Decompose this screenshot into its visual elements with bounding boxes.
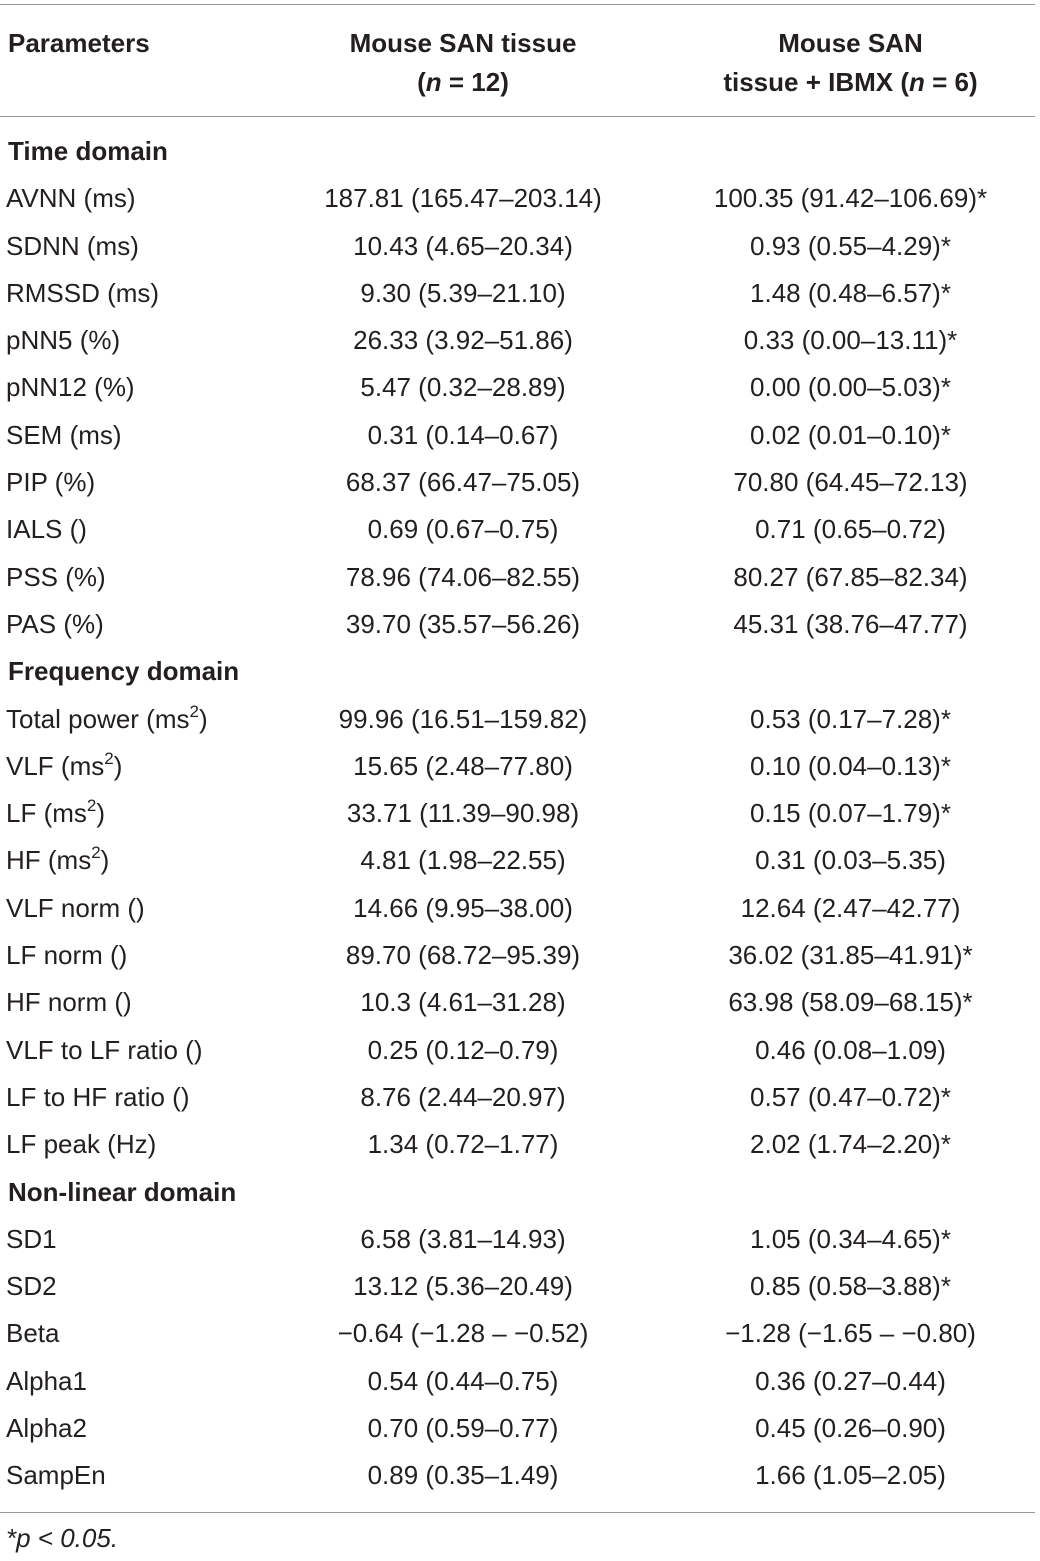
table-row [0, 885, 1040, 932]
header-mouse-san-tissue-ibmx [668, 24, 1033, 102]
parameter-label: PSS (%) [6, 561, 106, 592]
san-ibmx-value: 0.45 (0.26–0.90) [755, 1413, 946, 1444]
parameter-label: Alpha2 [6, 1413, 87, 1444]
table-row [0, 696, 1040, 743]
san-tissue-value: 13.12 (5.36–20.49) [353, 1271, 573, 1302]
san-tissue-value: 187.81 (165.47–203.14) [324, 183, 602, 214]
table-row [0, 270, 1040, 317]
san-ibmx-value: 80.27 (67.85–82.34) [733, 561, 968, 592]
parameter-label: HF norm () [6, 987, 132, 1018]
table-row [0, 601, 1040, 648]
section-label: Time domain [8, 136, 168, 166]
san-ibmx-value: 1.66 (1.05–2.05) [755, 1460, 946, 1491]
san-tissue-value: 0.89 (0.35–1.49) [367, 1460, 559, 1491]
san-ibmx-value: 0.02 (0.01–0.10)* [750, 419, 951, 450]
table-row [0, 506, 1040, 553]
table-row [0, 1452, 1040, 1499]
san-tissue-value: −0.64 (−1.28 – −0.52) [337, 1318, 589, 1349]
parameter-label: IALS () [6, 514, 87, 545]
parameter-label: SD1 [6, 1223, 57, 1254]
table-row [0, 1216, 1040, 1263]
san-tissue-value: 10.43 (4.65–20.34) [353, 230, 573, 261]
header-mouse-san-tissue-n: (n = 12) [417, 67, 509, 97]
table-row [0, 554, 1040, 601]
table-row [0, 317, 1040, 364]
parameter-label: Beta [6, 1318, 60, 1349]
table-row [0, 932, 1040, 979]
san-tissue-value: 1.34 (0.72–1.77) [367, 1129, 559, 1160]
san-tissue-value: 39.70 (35.57–56.26) [345, 608, 581, 639]
san-tissue-value: 0.25 (0.12–0.79) [367, 1034, 559, 1065]
section-label: Non-linear domain [8, 1176, 237, 1207]
table-row [0, 459, 1040, 506]
header-mouse-san-ibmx-line2: tissue + IBMX (n = 6) [723, 67, 978, 97]
parameter-label: SDNN (ms) [6, 230, 139, 261]
parameter-label: LF to HF ratio () [6, 1081, 190, 1112]
san-tissue-value: 89.70 (68.72–95.39) [345, 940, 581, 971]
table-row [0, 1405, 1040, 1452]
san-tissue-value: 0.54 (0.44–0.75) [367, 1365, 559, 1396]
section-header [0, 128, 1040, 175]
table-bottom-rule [0, 1512, 1035, 1513]
san-ibmx-value: 0.53 (0.17–7.28)* [750, 703, 951, 734]
san-tissue-value: 14.66 (9.95–38.00) [353, 892, 573, 923]
san-ibmx-value: 45.31 (38.76–47.77) [733, 608, 968, 639]
parameter-label: LF peak (Hz) [6, 1129, 157, 1160]
header-mouse-san-ibmx-line1: Mouse SAN [778, 28, 923, 58]
san-ibmx-value: 70.80 (64.45–72.13) [733, 467, 968, 498]
san-ibmx-value: 12.64 (2.47–42.77) [740, 892, 961, 923]
san-tissue-value: 26.33 (3.92–51.86) [353, 325, 573, 356]
san-tissue-value: 5.47 (0.32–28.89) [360, 372, 566, 403]
san-tissue-value: 0.69 (0.67–0.75) [367, 514, 559, 545]
parameter-label: LF $(ms^2)$ [6, 796, 106, 829]
san-ibmx-value: 0.71 (0.65–0.72) [755, 514, 946, 545]
san-tissue-value: 8.76 (2.44–20.97) [360, 1081, 566, 1112]
table-row [0, 979, 1040, 1026]
parameter-label: HF $(ms^2)$ [6, 843, 110, 876]
san-ibmx-value: 0.00 (0.00–5.03)* [750, 372, 951, 403]
san-tissue-value: 15.65 (2.48–77.80) [353, 750, 573, 781]
table-top-rule [0, 4, 1035, 5]
san-ibmx-value: 0.93 (0.55–4.29)* [750, 230, 951, 261]
parameter-label: pNN5 (%) [6, 325, 121, 356]
san-ibmx-value: 0.57 (0.47–0.72)* [750, 1081, 951, 1112]
table-row [0, 175, 1040, 222]
section-header [0, 1169, 1040, 1216]
footnote: *p < 0.05. [6, 1523, 119, 1553]
header-mouse-san-tissue-line1: Mouse SAN tissue [349, 28, 577, 58]
parameter-label: SEM (ms) [6, 419, 122, 450]
san-tissue-value: 0.31 (0.14–0.67) [367, 419, 559, 450]
san-tissue-value: 78.96 (74.06–82.55) [345, 561, 581, 592]
san-ibmx-value: 36.02 (31.85–41.91)* [728, 940, 973, 971]
san-ibmx-value: 2.02 (1.74–2.20)* [750, 1129, 951, 1160]
table-row [0, 1121, 1040, 1168]
parameter-label: VLF $(ms^2)$ [6, 748, 123, 781]
san-ibmx-value: 0.10 (0.04–0.13)* [750, 750, 951, 781]
table-row [0, 743, 1040, 790]
san-ibmx-value: −1.28 (−1.65 – −0.80) [725, 1318, 976, 1349]
parameter-label: RMSSD (ms) [6, 277, 160, 308]
san-tissue-value: 6.58 (3.81–14.93) [360, 1223, 566, 1254]
section-header [0, 648, 1040, 695]
table-row [0, 412, 1040, 459]
san-ibmx-value: 100.35 (91.42–106.69)* [713, 183, 988, 214]
parameter-label: PIP (%) [6, 467, 96, 498]
san-ibmx-value: 63.98 (58.09–68.15)* [728, 987, 973, 1018]
parameter-label: pNN12 (%) [6, 372, 135, 403]
san-tissue-value: 68.37 (66.47–75.05) [345, 467, 581, 498]
header-bottom-rule [0, 116, 1035, 117]
table-row [0, 1263, 1040, 1310]
parameter-label: PAS (%) [6, 608, 104, 639]
parameter-label: SampEn [6, 1460, 106, 1491]
san-ibmx-value: 1.05 (0.34–4.65)* [750, 1223, 951, 1254]
san-ibmx-value: 0.31 (0.03–5.35) [755, 845, 946, 876]
parameter-label: Alpha1 [6, 1365, 87, 1396]
san-tissue-value: 0.70 (0.59–0.77) [367, 1413, 559, 1444]
san-ibmx-value: 0.46 (0.08–1.09) [755, 1034, 946, 1065]
parameter-label: Total power $(ms^2)$ [6, 701, 208, 734]
parameter-label: SD2 [6, 1271, 57, 1302]
san-ibmx-value: 0.36 (0.27–0.44) [755, 1365, 946, 1396]
san-tissue-value: 99.96 (16.51–159.82) [338, 703, 588, 734]
table-row [0, 1027, 1040, 1074]
parameter-label: AVNN (ms) [6, 183, 136, 214]
parameter-label: VLF norm () [6, 892, 145, 923]
table-row [0, 837, 1040, 884]
table-body [0, 128, 1040, 1500]
parameter-label: VLF to LF ratio () [6, 1034, 203, 1065]
table-row [0, 1310, 1040, 1357]
table-row [0, 790, 1040, 837]
san-ibmx-value: 1.48 (0.48–6.57)* [750, 277, 951, 308]
san-tissue-value: 33.71 (11.39–90.98) [346, 798, 580, 829]
header-parameters: Parameters [8, 28, 150, 58]
san-ibmx-value: 0.85 (0.58–3.88)* [750, 1271, 951, 1302]
table-row [0, 223, 1040, 270]
table-row [0, 1074, 1040, 1121]
san-ibmx-value: 0.15 (0.07–1.79)* [750, 798, 951, 829]
table-row [0, 364, 1040, 411]
header-mouse-san-tissue [288, 24, 638, 102]
section-label: Frequency domain [8, 656, 240, 687]
san-tissue-value: 10.3 (4.61–31.28) [360, 987, 566, 1018]
san-ibmx-value: 0.33 (0.00–13.11)* [743, 325, 958, 356]
table-row [0, 1358, 1040, 1405]
san-tissue-value: 4.81 (1.98–22.55) [360, 845, 566, 876]
san-tissue-value: 9.30 (5.39–21.10) [360, 277, 566, 308]
parameter-label: LF norm () [6, 940, 128, 971]
